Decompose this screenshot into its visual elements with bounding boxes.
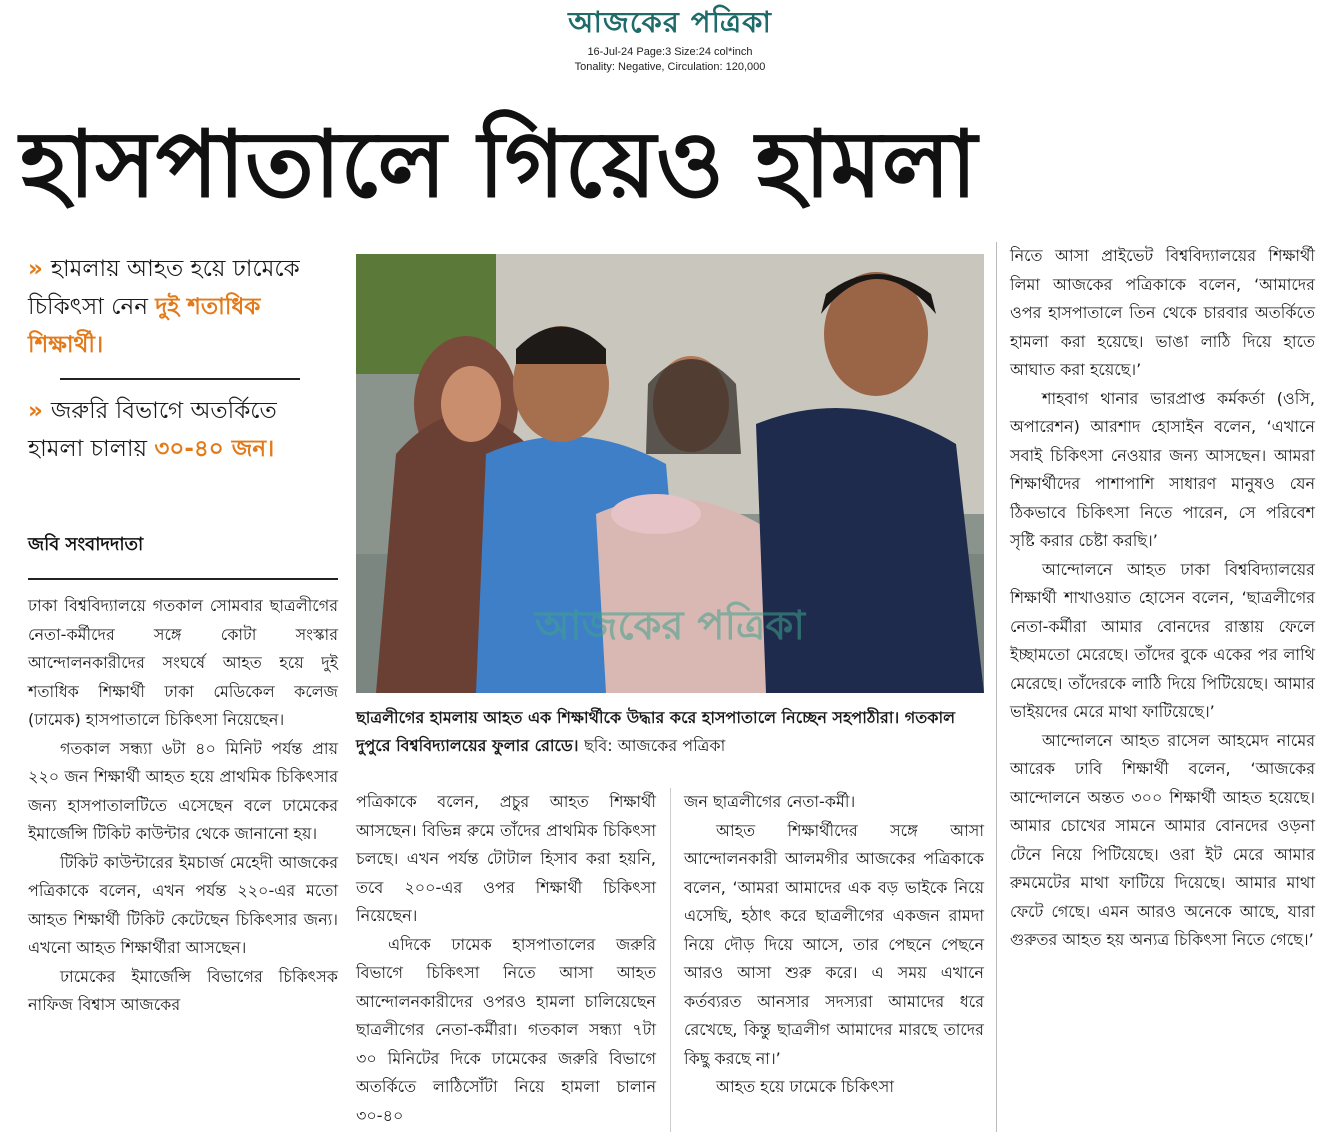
paragraph: আহত হয়ে ঢামেকে চিকিৎসা	[716, 1077, 894, 1096]
masthead	[0, 0, 1339, 78]
highlight-2-accent: ৩০-৪০ জন।	[154, 436, 275, 462]
column-divider	[670, 788, 671, 1132]
clipping-meta-tonality: Tonality: Negative, Circulation: 120,000	[574, 61, 766, 73]
photo-caption	[356, 704, 984, 760]
caption-text: ছাত্রলীগের হামলায় আহত এক শিক্ষার্থীকে উদ্ধার করে হাসপাতালে নিচ্ছেন সহপাঠীরা। গতকাল দুপুরে বিশ্ববিদ্যালয়ের ফুলার রোডে।	[356, 708, 956, 755]
double-chevron-icon: »	[28, 398, 43, 424]
paragraph: আন্দোলনে আহত রাসেল আহমেদ নামের আরেক ঢাবি শিক্ষার্থী বলেন, ‘আজকের আন্দোলনে অন্তত ৩০০ শিক্ষার্থী আহত হয়েছে। আমার চোখের সামনে আমার বোনদের ওড়না টেনে নিয়ে পিটিয়েছে। ওরা ইট মেরে আমার রুমমেটের মাথা ফাটিয়ে দিয়েছে। আমার মাথা ফেটে গেছে। এমন আরও অনেকে আছে, যারা গুরুতর আহত হয় অন্যত্র চিকিৎসা নিতে গেছে।’	[1010, 730, 1315, 949]
paragraph: গতকাল সন্ধ্যা ৬টা ৪০ মিনিট পর্যন্ত প্রায় ২২০ জন শিক্ষার্থী আহত হয়ে প্রাথমিক চিকিৎসার জন্য হাসপাতালটিতে এসেছেন বলে ঢামেকের ইমার্জেন্সি টিকিট কাউন্টার থেকে জানানো হয়।	[28, 738, 338, 843]
newspaper-logo: আজকের পত্রিকা	[568, 5, 772, 39]
column-divider	[996, 242, 997, 1132]
article-column-1	[28, 592, 338, 1020]
article-column-3	[684, 788, 984, 1102]
headline: হাসপাতালে গিয়েও হামলা	[20, 111, 978, 218]
paragraph: আহত শিক্ষার্থীদের সঙ্গে আসা আন্দোলনকারী আলমগীর আজকের পত্রিকাকে বলেন, ‘আমরা আমাদের এক বড় ভাইকে নিয়ে এসেছি, হঠাৎ করে ছাত্রলীগের একজন রামদা নিয়ে দৌড় দিয়ে আসে, তার পেছনে পেছনে আরও আসা শুরু করে। এ সময় এখানে কর্তব্যরত আনসার সদস্যরা আমাদের ধরে রেখেছে, কিন্তু ছাত্রলীগ আমাদের মারছে তাদের কিছু করছে না।’	[684, 820, 984, 1068]
highlight-1	[28, 250, 318, 364]
paragraph: টিকিট কাউন্টারের ইমচার্জ মেহেদী আজকের পত্রিকাকে বলেন, এখন পর্যন্ত ২২০-এর মতো আহত শিক্ষার্থী টিকিট কেটেছেন চিকিৎসার জন্য। এখনো আহত শিক্ষার্থীরা আসছেন।	[28, 852, 338, 957]
highlight-1-accent: দুই শতাধিক শিক্ষার্থী।	[28, 294, 261, 358]
clipping-meta-date: 16-Jul-24 Page:3 Size:24 col*inch	[587, 46, 753, 58]
photo-credit: ছবি: আজকের পত্রিকা	[584, 736, 726, 755]
byline-divider	[28, 578, 338, 580]
highlight-1-text: হামলায় আহত হয়ে ঢামেকে চিকিৎসা নেন	[28, 256, 300, 320]
article-column-2	[356, 788, 656, 1130]
paragraph: নিতে আসা প্রাইভেট বিশ্ববিদ্যালয়ের শিক্ষার্থী লিমা আজকের পত্রিকাকে বলেন, ‘আমাদের ওপর হাসপাতালে তিন থেকে চারবার অতর্কিতে হামলা করা হয়েছে। ভাঙা লাঠি দিয়ে হাতে আঘাত করা হয়েছে।’	[1010, 246, 1315, 379]
paragraph: ঢাকা বিশ্ববিদ্যালয়ে গতকাল সোমবার ছাত্রলীগের নেতা-কর্মীদের সঙ্গে কোটা সংস্কার আন্দোলনকারীদের সংঘর্ষে আহত হয়ে দুই শতাধিক শিক্ষার্থী ঢাকা মেডিকেল কলেজ (ঢামেক) হাসপাতালে চিকিৎসা নিয়েছেন।	[28, 596, 338, 729]
byline: জবি সংবাদদাতা	[28, 534, 144, 555]
news-photo	[356, 254, 984, 693]
paragraph: জন ছাত্রলীগের নেতা-কর্মী।	[684, 792, 856, 811]
paragraph: এদিকে ঢামেক হাসপাতালের জরুরি বিভাগে চিকিৎসা নিতে আসা আহত আন্দোলনকারীদের ওপরও হামলা চালিয়েছেন ছাত্রলীগের নেতা-কর্মীরা। গতকাল সন্ধ্যা ৭টা ৩০ মিনিটের দিকে ঢামেকের জরুরি বিভাগে অতর্কিতে লাঠিসোঁটা নিয়ে হামলা চালান ৩০-৪০	[356, 934, 656, 1125]
photo-watermark: আজকের পত্রিকা	[535, 603, 805, 649]
paragraph: শাহবাগ থানার ভারপ্রাপ্ত কর্মকর্তা (ওসি, অপারেশন) আরশাদ হোসাইন বলেন, ‘এখানে সবাই চিকিৎসা নেওয়ার জন্য আসছেন। আমরা শিক্ষার্থীদের পাশাপাশি সাধারণ মানুষও যেন ঠিকভাবে চিকিৎসা নিতে পারেন, সে পরিবেশ সৃষ্টি করার চেষ্টা করছি।’	[1010, 388, 1315, 550]
highlight-2-text: জরুরি বিভাগে অতর্কিতে হামলা চালায়	[28, 398, 277, 462]
highlight-divider	[60, 378, 300, 380]
paragraph: আন্দোলনে আহত ঢাকা বিশ্ববিদ্যালয়ের শিক্ষার্থী শাখাওয়াত হোসেন বলেন, ‘ছাত্রলীগের নেতা-কর্মীরা আমার বোনদের রাস্তায় ফেলে ইচ্ছামতো মেরেছে। তাঁদের বুকে একের পর লাথি মেরেছে। তাঁদেরকে লাঠি দিয়ে পিটিয়েছে। আমার ভাইয়দের মেরে মাথা ফাটিয়েছে।’	[1010, 559, 1315, 721]
photo-illustration	[356, 254, 984, 693]
paragraph: ঢামেকের ইমার্জেন্সি বিভাগের চিকিৎসক নাফিজ বিশ্বাস আজকের	[28, 966, 338, 1014]
highlight-2	[28, 392, 318, 468]
paragraph: পত্রিকাকে বলেন, প্রচুর আহত শিক্ষার্থী আসছেন। বিভিন্ন রুমে তাঁদের প্রাথমিক চিকিৎসা চলছে। এখন পর্যন্ত টোটাল হিসাব করা হয়নি, তবে ২০০-এর ওপর শিক্ষার্থী চিকিৎসা নিয়েছেন।	[356, 792, 656, 925]
article-column-4	[1010, 242, 1315, 955]
double-chevron-icon: »	[28, 256, 43, 282]
